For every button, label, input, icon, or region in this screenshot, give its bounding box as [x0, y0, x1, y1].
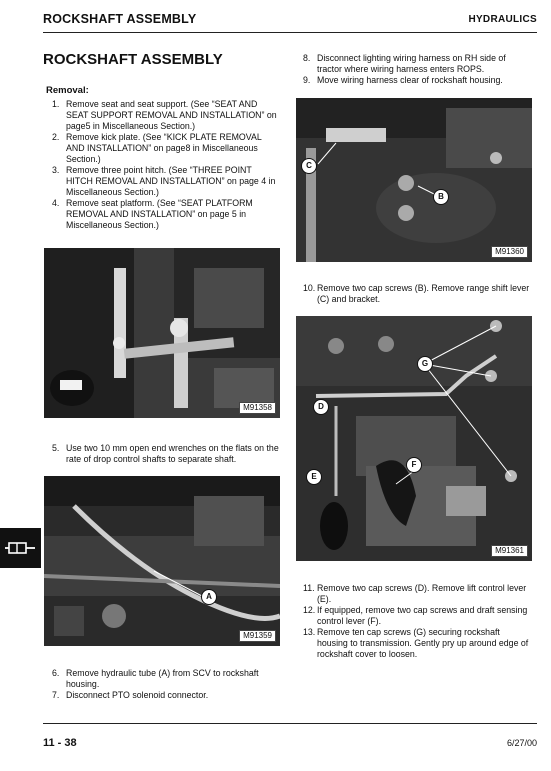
step-13: 13. Remove ten cap screws (G) securing rockshaft housing to transmission. Gently pry up around edge of rockshaft cover to loosen. — [303, 627, 529, 659]
photo-m91360 — [296, 98, 532, 262]
section-thumb-tab — [0, 528, 41, 568]
photo-m91361-illustration — [296, 316, 532, 561]
header-rule — [43, 32, 537, 33]
step-9: 9. Move wiring harness clear of rockshaft housing. — [303, 75, 503, 85]
photo-m91361 — [296, 316, 532, 561]
running-header-section: HYDRAULICS — [468, 14, 537, 25]
revision-date: 6/27/00 — [506, 738, 537, 748]
step-12: 12. If equipped, remove two cap screws and draft sensing control lever (F). — [303, 605, 528, 626]
step-5: 5. Use two 10 mm open end wrenches on the flats on the rate of drop control shafts to separate shaft. — [52, 443, 279, 464]
step-1: 1. Remove seat and seat support. (See “SEAT AND SEAT SUPPORT REMOVAL AND INSTALLATION” on page5 in Miscellaneous Section.) — [52, 99, 277, 131]
hydraulic-cylinder-icon — [5, 540, 36, 556]
section-title: ROCKSHAFT ASSEMBLY — [43, 51, 223, 68]
figure-id-m91359: M91359 — [239, 630, 276, 642]
figure-id-m91358: M91358 — [239, 402, 276, 414]
step-4: 4. Remove seat platform. (See “SEAT PLATFORM REMOVAL AND INSTALLATION” on page 5 in Miscellaneous Section.) — [52, 198, 253, 230]
steps-1-4 — [52, 99, 280, 231]
step-7: 7. Disconnect PTO solenoid connector. — [52, 690, 209, 700]
removal-heading: Removal: — [46, 85, 89, 96]
footer-rule — [43, 723, 537, 724]
steps-8-9 — [303, 53, 533, 86]
callout-g: G — [417, 356, 433, 372]
steps-11-13 — [303, 583, 533, 660]
step-3: 3. Remove three point hitch. (See “THREE POINT HITCH REMOVAL AND INSTALLATION” on page 4 in Miscellaneous Section.) — [52, 165, 276, 197]
photo-m91359 — [44, 476, 280, 646]
figure-id-m91361: M91361 — [491, 545, 528, 557]
photo-m91359-illustration — [44, 476, 280, 646]
running-header-title: ROCKSHAFT ASSEMBLY — [43, 12, 197, 26]
callout-f: F — [406, 457, 422, 473]
photo-m91358 — [44, 248, 280, 418]
steps-6-7 — [52, 668, 284, 701]
step-11: 11. Remove two cap screws (D). Remove lift control lever (E). — [303, 583, 527, 604]
photo-m91358-illustration — [44, 248, 280, 418]
step-6: 6. Remove hydraulic tube (A) from SCV to rockshaft housing. — [52, 668, 259, 689]
callout-b: B — [433, 189, 449, 205]
step-10: 10. Remove two cap screws (B). Remove range shift lever (C) and bracket. — [303, 283, 530, 304]
step-2: 2. Remove kick plate. (See “KICK PLATE REMOVAL AND INSTALLATION” on page8 in Miscellaneous Section.) — [52, 132, 262, 164]
callout-d: D — [313, 399, 329, 415]
photo-m91360-illustration — [296, 98, 532, 262]
callout-a: A — [201, 589, 217, 605]
page-number: 11 - 38 — [43, 737, 77, 749]
callout-c: C — [301, 158, 317, 174]
figure-id-m91360: M91360 — [491, 246, 528, 258]
callout-e: E — [306, 469, 322, 485]
step-8: 8. Disconnect lighting wiring harness on RH side of tractor where wiring harness enters ROPS. — [303, 53, 506, 74]
